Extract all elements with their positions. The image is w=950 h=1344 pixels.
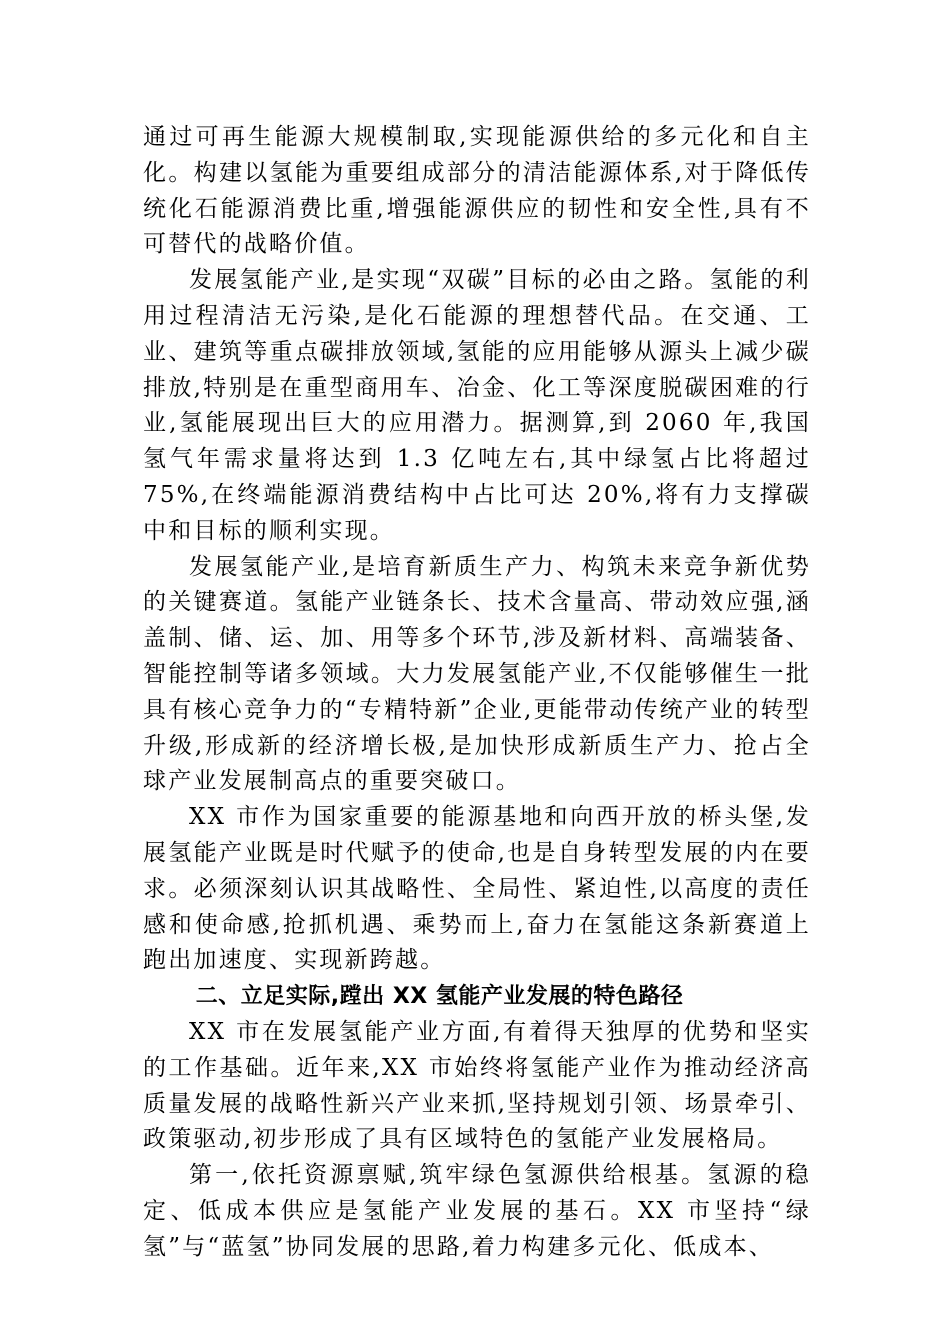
paragraph-city-mission: XX 市作为国家重要的能源基地和向西开放的桥头堡,发展氢能产业既是时代赋予的使命,也是自身转型发展的内在要求。必须深刻认识其战略性、全局性、紧迫性,以高度的责任感和使命感,抢抓机遇、乘势而上,奋力在氢能这条新赛道上跑出加速度、实现新跨越。: [143, 804, 811, 974]
section-heading: 二、立足实际,蹚出 XX 氢能产业发展的特色路径: [195, 984, 684, 1010]
paragraph-dual-carbon: 发展氢能产业,是实现“双碳”目标的必由之路。氢能的利用过程清洁无污染,是化石能源的理想替代品。在交通、工业、建筑等重点碳排放领域,氢能的应用能够从源头上减少碳排放,特别是在重型商用车、冶金、化工等深度脱碳困难的行业,氢能展现出巨大的应用潜力。据测算,到 2060 年,我国氢气年需求量将达到 1.3 亿吨左右,其中绿氢占比将超过75%,在终端能源消费结构中占比可达 20%,将有力支撑碳中和目标的顺利实现。: [143, 267, 811, 544]
paragraph-new-productivity: 发展氢能产业,是培育新质生产力、构筑未来竞争新优势的关键赛道。氢能产业链条长、技术含量高、带动效应强,涵盖制、储、运、加、用等多个环节,涉及新材料、高端装备、智能控制等诸多领域。大力发展氢能产业,不仅能够催生一批具有核心竞争力的“专精特新”企业,更能带动传统产业的转型升级,形成新的经济增长极,是加快形成新质生产力、抢占全球产业发展制高点的重要突破口。: [143, 553, 811, 795]
paragraph-first-point: 第一,依托资源禀赋,筑牢绿色氢源供给根基。氢源的稳定、低成本供应是氢能产业发展的基石。XX 市坚持“绿氢”与“蓝氢”协同发展的思路,着力构建多元化、低成本、: [143, 1162, 811, 1260]
document-body: [143, 120, 811, 1266]
paragraph-city-foundation: XX 市在发展氢能产业方面,有着得天独厚的优势和坚实的工作基础。近年来,XX 市始终将氢能产业作为推动经济高质量发展的战略性新兴产业来抓,坚持规划引领、场景牵引、政策驱动,初步形成了具有区域特色的氢能产业发展格局。: [143, 1018, 811, 1153]
paragraph-energy-diversification: 通过可再生能源大规模制取,实现能源供给的多元化和自主化。构建以氢能为重要组成部分的清洁能源体系,对于降低传统化石能源消费比重,增强能源供应的韧性和安全性,具有不可替代的战略价值。: [143, 124, 811, 258]
